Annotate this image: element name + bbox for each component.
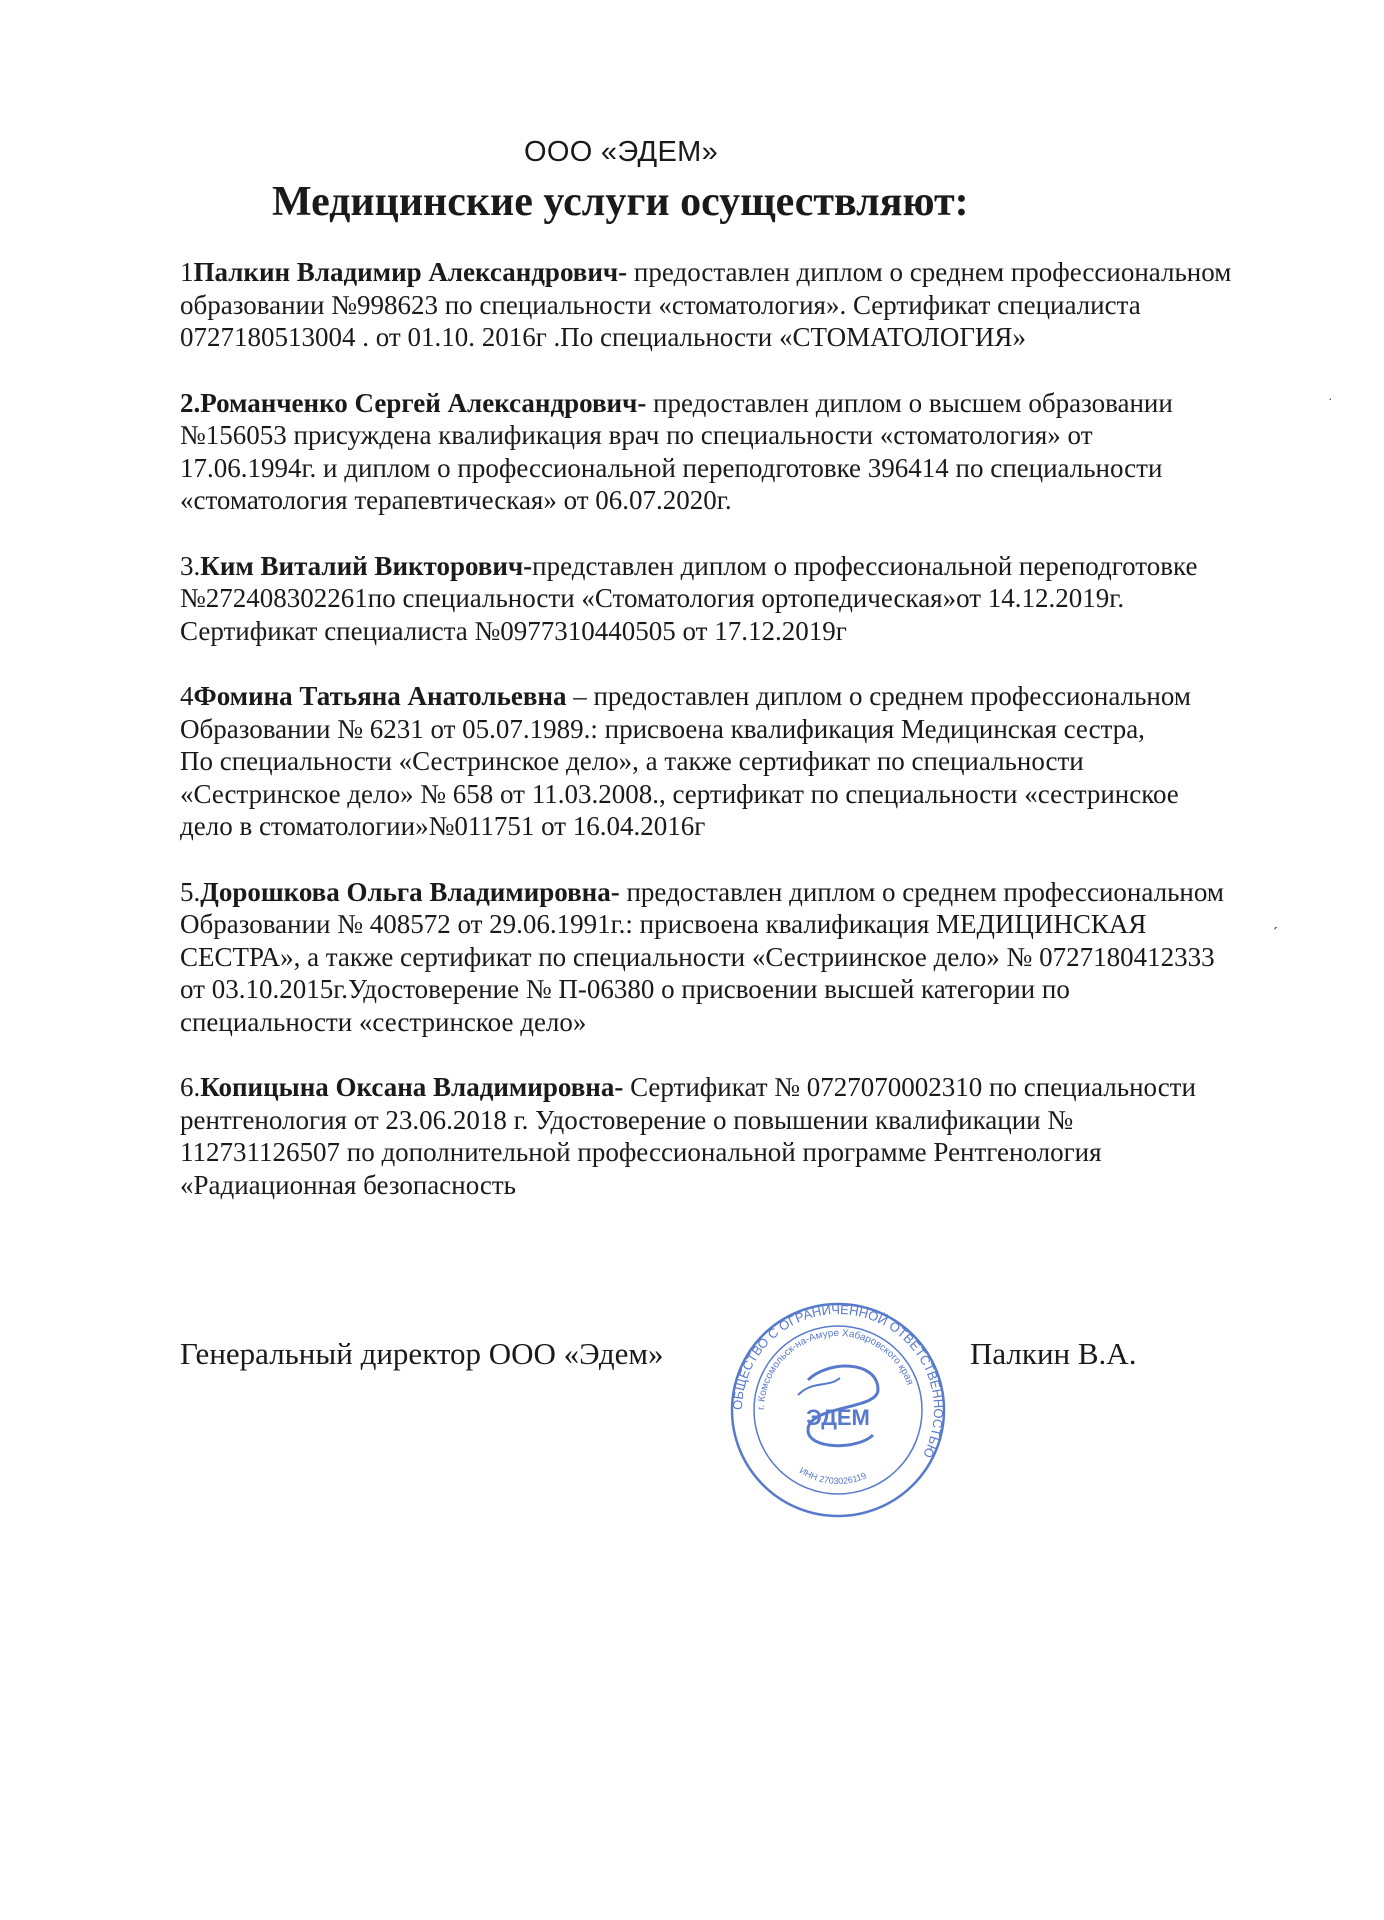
entry-text: предоставлен диплом о среднем профессиональном — [619, 876, 1224, 907]
entry-line: «Радиационная безопасность — [180, 1169, 516, 1200]
specialist-entry-3 — [180, 550, 1270, 648]
entry-number: 3. — [180, 550, 201, 581]
entry-number: 6. — [180, 1072, 201, 1102]
stamp-outer-text: ОБЩЕСТВО С ОГРАНИЧЕННОЙ ОТВЕТСТВЕННОСТЬЮ — [729, 1301, 947, 1461]
entry-first-line — [180, 256, 1270, 289]
entry-line: «Сестринское дело» № 658 от 11.03.2008., сертификат по специальности «сестринское — [180, 778, 1179, 809]
specialist-name: Копицына Оксана Владимировна- — [200, 1072, 624, 1102]
entry-first-line — [180, 1071, 1270, 1104]
company-name: ООО «ЭДЕМ» — [524, 136, 719, 168]
specialist-entry-2 — [180, 387, 1270, 517]
entry-line: Образовании № 408572 от 29.06.1991г.: присвоена квалификация МЕДИЦИНСКАЯ — [180, 909, 1147, 939]
entry-number: 2. — [180, 387, 201, 418]
scan-speck: · — [1328, 390, 1333, 406]
entry-text: – предоставлен диплом о среднем профессиональном — [566, 681, 1191, 711]
entry-line: Сертификат специалиста №0977310440505 от 17.12.2019г — [180, 615, 847, 646]
stamp-center-text: ЭДЕМ — [806, 1405, 870, 1430]
specialist-name: Палкин Владимир Александрович- — [193, 257, 628, 287]
entry-first-line — [180, 876, 1270, 909]
entry-line: от 03.10.2015г.Удостоверение № П-06380 о присвоении высшей категории по — [180, 974, 1070, 1004]
entry-line: 112731126507 по дополнительной профессиональной программе Рентгенология — [180, 1137, 1102, 1167]
page-title: Медицинские услуги осуществляют: — [272, 179, 969, 225]
entry-number: 1 — [180, 257, 194, 287]
entry-first-line — [180, 550, 1270, 583]
stamp-city-text: г. Комсомольск-на-Амуре Хабаровского края — [755, 1327, 916, 1411]
entry-first-line — [180, 680, 1270, 713]
entry-line: дело в стоматологии»№011751 от 16.04.2016г — [180, 811, 706, 841]
signature-scribble — [798, 1378, 840, 1395]
entry-first-line — [180, 387, 1270, 420]
entry-line: 17.06.1994г. и диплом о профессиональной переподготовке 396414 по специальности — [180, 452, 1163, 483]
specialist-entry-5 — [180, 876, 1270, 1039]
entry-number: 5. — [180, 876, 201, 907]
entry-line: специальности «сестринское дело» — [180, 1006, 587, 1037]
company-stamp — [728, 1300, 948, 1520]
entry-text: Сертификат № 0727070002310 по специальности — [623, 1072, 1196, 1102]
specialist-name: Фомина Татьяна Анатольевна — [193, 681, 567, 711]
specialist-list — [180, 256, 1270, 1234]
entry-line: СЕСТРА», а также сертификат по специальности «Сестриинское дело» № 0727180412333 — [180, 941, 1215, 972]
entry-text: предоставлен диплом о среднем профессиональном — [627, 257, 1232, 287]
entry-line: 0727180513004 . от 01.10. 2016г .По специальности «СТОМАТОЛОГИЯ» — [180, 322, 1026, 352]
specialist-entry-6 — [180, 1071, 1270, 1201]
entry-line: образовании №998623 по специальности «стоматология». Сертификат специалиста — [180, 289, 1141, 320]
entry-text: предоставлен диплом о высшем образовании — [646, 387, 1173, 418]
specialist-entry-4 — [180, 680, 1270, 843]
entry-line: «стоматология терапевтическая» от 06.07.2020г. — [180, 485, 732, 515]
specialist-name: Дорошкова Ольга Владимировна- — [200, 876, 620, 907]
entry-number: 4 — [180, 681, 194, 711]
director-position: Генеральный директор ООО «Эдем» — [180, 1336, 664, 1371]
entry-text: представлен диплом о профессиональной переподготовке — [532, 550, 1198, 581]
specialist-entry-1 — [180, 256, 1270, 354]
entry-line: Образовании № 6231 от 05.07.1989.: присвоена квалификация Медицинская сестра, — [180, 713, 1145, 744]
entry-line: №156053 присуждена квалификация врач по специальности «стоматология» от — [180, 420, 1093, 450]
entry-line: По специальности «Сестринское дело», а также сертификат по специальности — [180, 746, 1084, 776]
specialist-name: Ким Виталий Викторович- — [200, 550, 533, 581]
specialist-name: Романченко Сергей Александрович- — [200, 387, 647, 418]
entry-line: рентгенология от 23.06.2018 г. Удостоверение о повышении квалификации № — [180, 1104, 1074, 1135]
stamp-inn-text: ИНН 2703026119 — [797, 1465, 868, 1487]
scan-mark: ˏ — [1272, 910, 1278, 930]
entry-line: №272408302261по специальности «Стоматология ортопедическая»от 14.12.2019г. — [180, 583, 1125, 613]
director-name: Палкин В.А. — [970, 1336, 1137, 1371]
